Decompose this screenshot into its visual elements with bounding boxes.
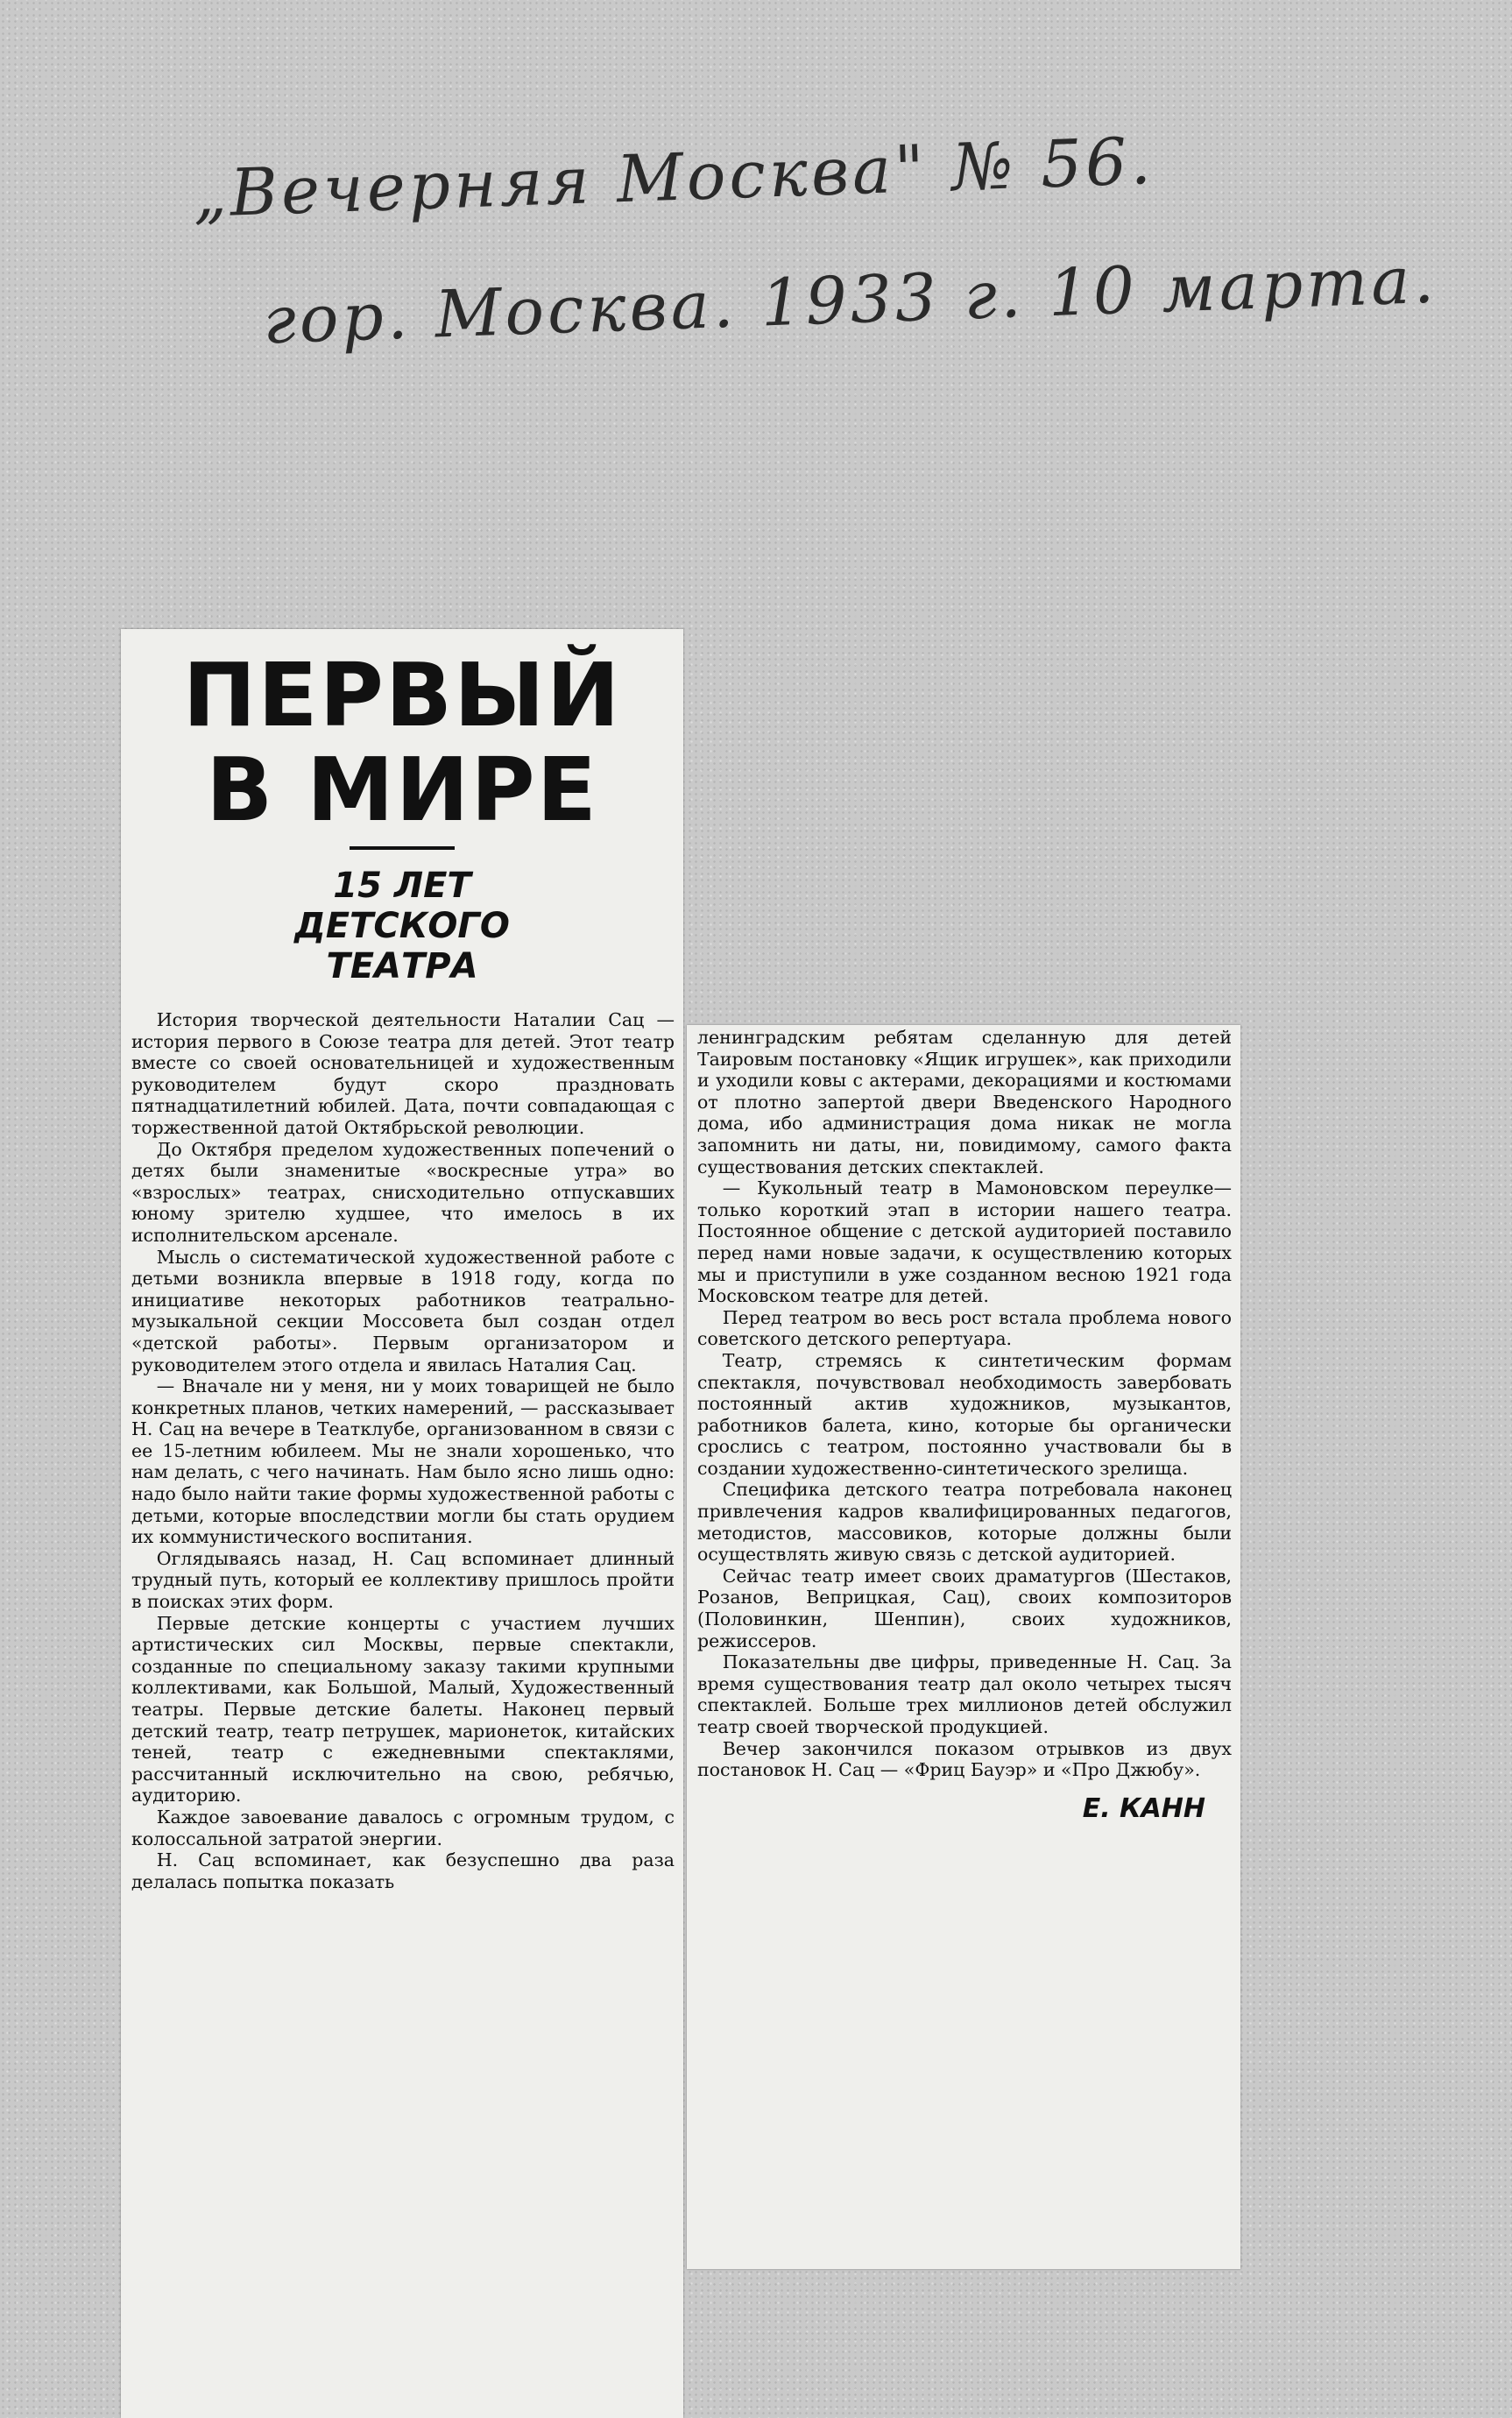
- paragraph: До Октября пределом художественных попечений о детях были знаменитые «воскресные утра» во «взрослых» театрах, снисходительно отпускавших юному зрителю худшее, что имелось в их исполнительском арсенале.: [131, 1138, 675, 1246]
- author-signature: Е. КАНН: [1082, 1792, 1205, 1824]
- paragraph: Н. Сац вспоминает, как безуспешно два раза делалась попытка показать: [131, 1849, 675, 1892]
- paragraph: Театр, стремясь к синтетическим формам спектакля, почувствовал необходимость завербовать постоянный актив художников, музыкантов, работников балета, кино, которые бы органически срослись с театром, постоянно участвовали бы в создании художественно-синтетического зрелища.: [697, 1349, 1232, 1479]
- paragraph: Оглядываясь назад, Н. Сац вспоминает длинный трудный путь, который ее коллективу пришлось пройти в поисках этих форм.: [131, 1547, 675, 1613]
- subhead-line-2: ДЕТСКОГО: [294, 906, 510, 946]
- paragraph: Первые детские концерты с участием лучших артистических сил Москвы, первые спектакли, созданные по специальному заказу такими крупными коллективами, как Большой, Малый, Художественный театры. Первые детские балеты. Наконец первый детский театр, театр петрушек, марионеток, китайских теней, театр с ежедневными спектаклями, рассчитанный исключительно на свою, ребячью, аудиторию.: [131, 1612, 675, 1806]
- handwritten-note-line-1: „Вечерняя Москва" № 56.: [191, 123, 1156, 233]
- headline-rule: [350, 846, 455, 850]
- clipping-right-column: [687, 1025, 1240, 2269]
- headline: [121, 644, 683, 841]
- paragraph: Сейчас театр имеет своих драматургов (Шестаков, Розанов, Веприцкая, Сац), своих композиторов (Половинкин, Шенпин), своих художников, режиссеров.: [697, 1565, 1232, 1651]
- paragraph: Каждое завоевание давалось с огромным трудом, с колоссальной затратой энергии.: [131, 1806, 675, 1849]
- subhead-line-1: 15 ЛЕТ: [333, 866, 471, 906]
- paragraph: ленинградским ребятам сделанную для детей Таировым постановку «Ящик игрушек», как приходили и уходили ковы с актерами, декорациями и костюмами от плотно запертой двери Введенского Народного дома, ибо администрация дома никак не могла запомнить ни даты, ни, повидимому, самого факта существования детских спектаклей.: [697, 1027, 1232, 1177]
- paragraph: Специфика детского театра потребовала наконец привлечения кадров квалифицированных педагогов, методистов, массовиков, которые должны были осуществлять живую связь с детской аудиторией.: [697, 1479, 1232, 1566]
- left-text-column: [121, 1009, 683, 1892]
- subhead-line-3: ТЕАТРА: [326, 946, 478, 986]
- subhead: [121, 866, 683, 986]
- headline-line-2: В МИРЕ: [206, 739, 598, 841]
- paragraph: История творческой деятельности Наталии Сац — история первого в Союзе театра для детей. Этот театр вместе со своей основательницей и художественным руководителем будут скоро праздновать пятнадцатилетний юбилей. Дата, почти совпадающая с торжественной датой Октябрьской революции.: [131, 1009, 675, 1138]
- paragraph: Мысль о систематической художественной работе с детьми возникла впервые в 1918 году, когда по инициативе некоторых работников театрально-музыкальной секции Моссовета был создан отдел «детской работы». Первым организатором и руководителем этого отдела и явилась Наталия Сац.: [131, 1246, 675, 1375]
- handwritten-note-line-2: гор. Москва. 1933 г. 10 марта.: [261, 242, 1439, 359]
- paragraph: Перед театром во весь рост встала проблема нового советского детского репертуара.: [697, 1306, 1232, 1350]
- right-text-column: [687, 1025, 1240, 1781]
- paragraph: — Кукольный театр в Мамоновском переулке—только короткий этап в истории нашего театра. Постоянное общение с детской аудиторией поставило перед нами новые задачи, к осуществлению которых мы и приступили в уже созданном весною 1921 года Московском театре для детей.: [697, 1177, 1232, 1307]
- clipping-left-column: [121, 629, 683, 2418]
- paragraph: Показательны две цифры, приведенные Н. Сац. За время существования театр дал около четырех тысяч спектаклей. Больше трех миллионов детей обслужил театр своей творческой продукцией.: [697, 1651, 1232, 1737]
- headline-line-1: ПЕРВЫЙ: [182, 644, 622, 746]
- paragraph: — Вначале ни у меня, ни у моих товарищей не было конкретных планов, четких намерений, — рассказывает Н. Сац на вечере в Театклубе, организованном в связи с ее 15-летним юбилеем. Мы не знали хорошенько, что нам делать, с чего начинать. Нам было ясно лишь одно: надо было найти такие формы художественной работы с детьми, которые впоследствии могли бы стать орудием их коммунистического воспитания.: [131, 1375, 675, 1548]
- paragraph: Вечер закончился показом отрывков из двух постановок Н. Сац — «Фриц Бауэр» и «Про Джюбу».: [697, 1737, 1232, 1781]
